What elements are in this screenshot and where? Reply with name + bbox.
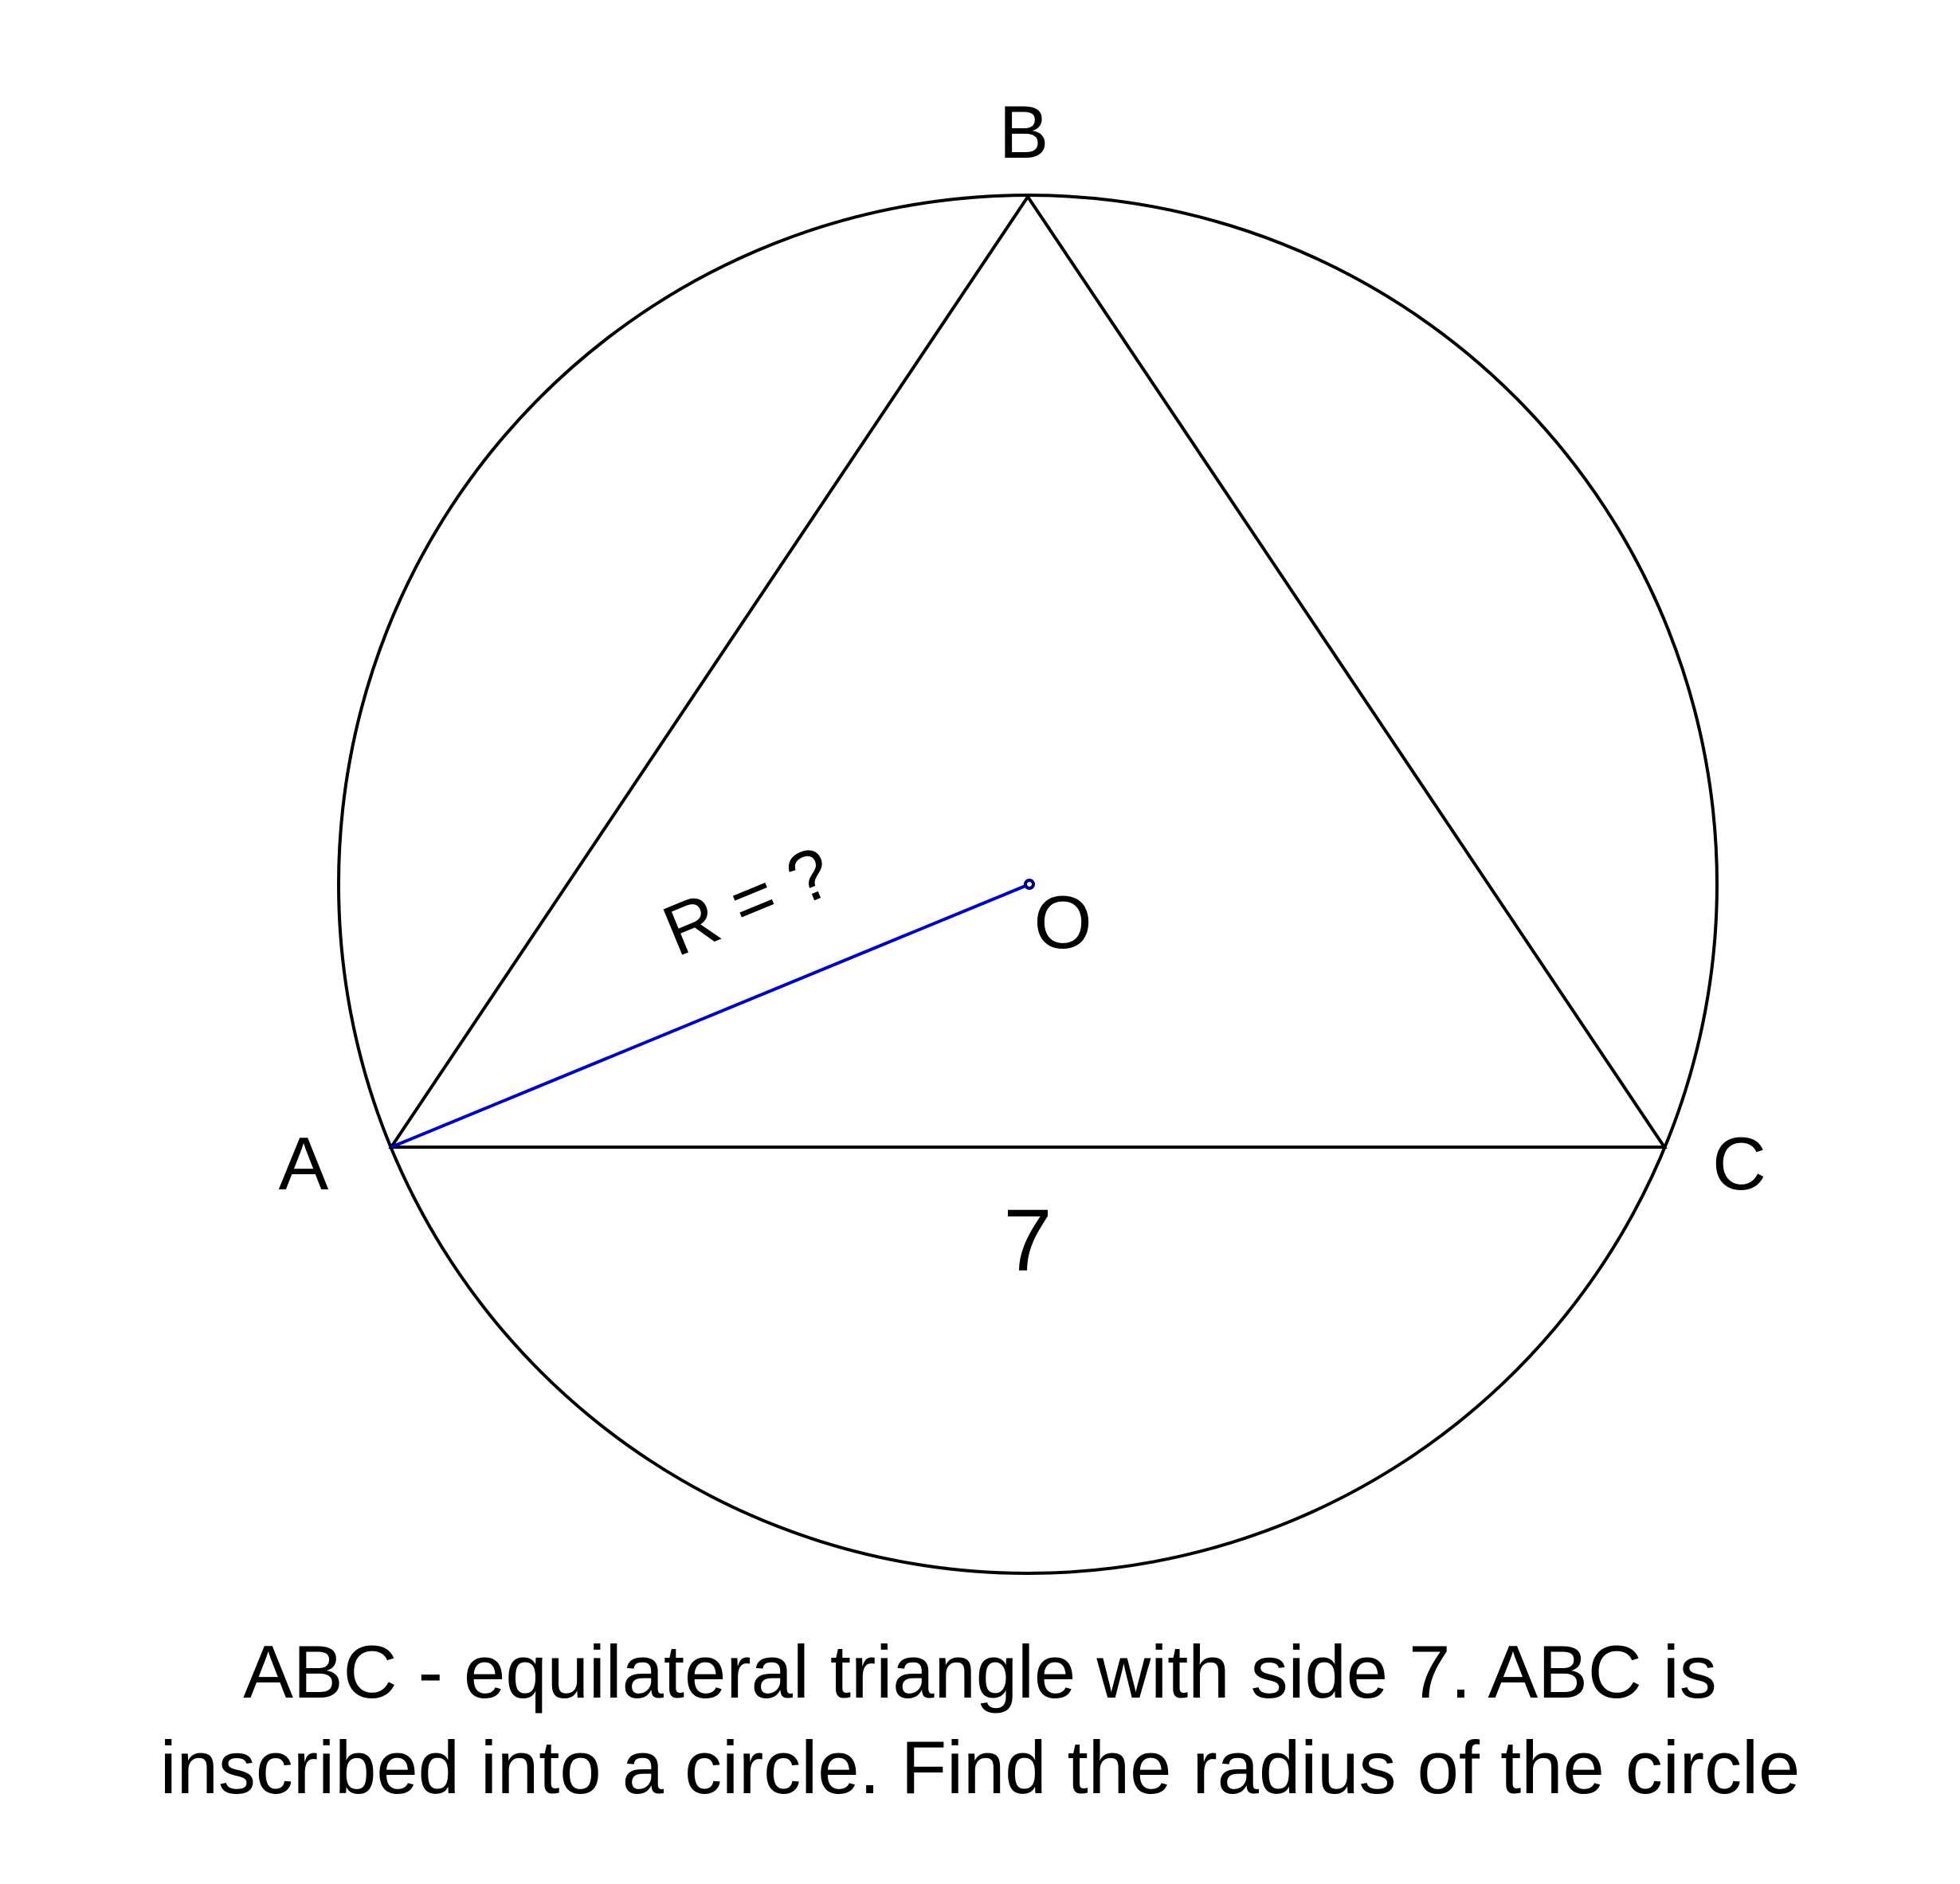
center-point (1025, 880, 1033, 888)
caption-line-1: ABC - equilateral triangle with side 7. ABC is (243, 1630, 1717, 1714)
label-b: B (998, 90, 1049, 174)
side-length-label: 7 (1003, 1192, 1053, 1290)
label-a: A (278, 1122, 329, 1205)
triangle-abc (391, 197, 1664, 1147)
radius-label: R = ? (652, 832, 844, 972)
label-c: C (1712, 1122, 1766, 1205)
label-o: O (1033, 880, 1092, 964)
caption-line-2: inscribed into a circle. Find the radius of the circle (159, 1725, 1801, 1809)
